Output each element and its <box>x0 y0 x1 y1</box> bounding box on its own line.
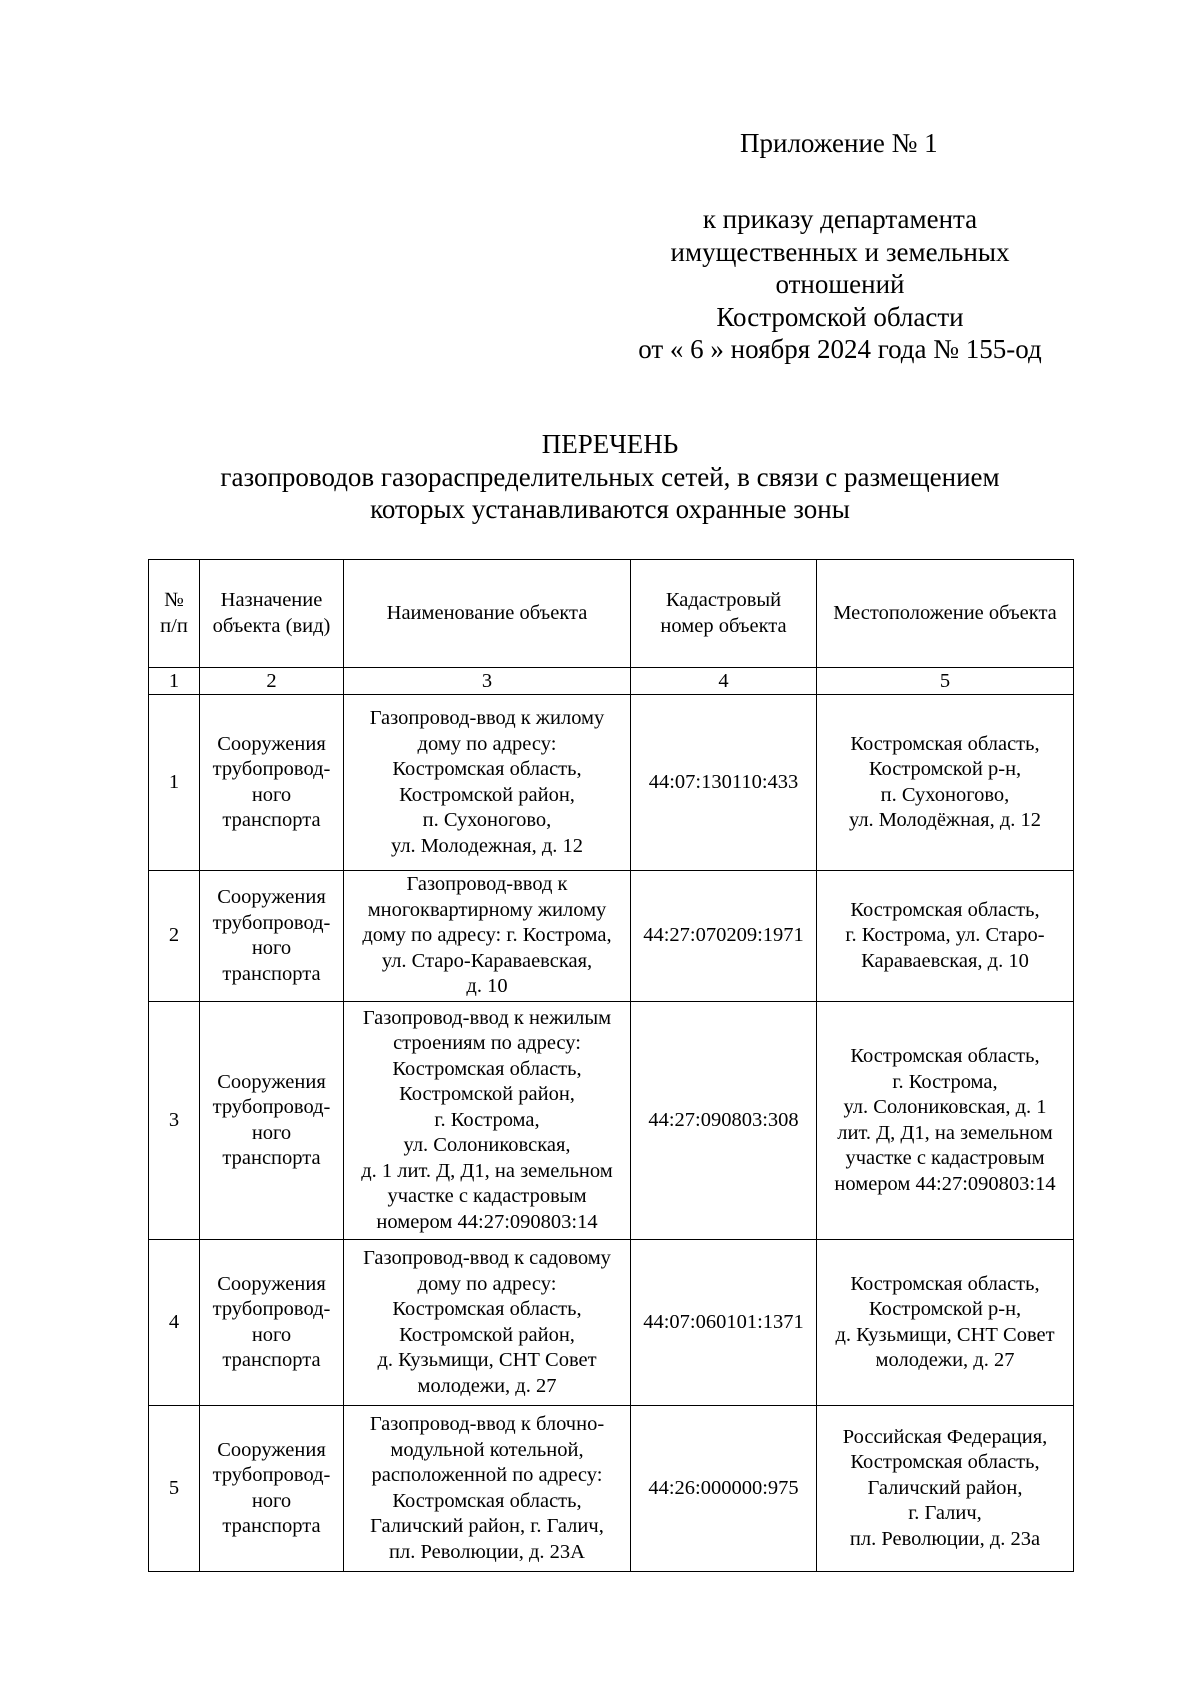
cell-line: Газопровод-ввод к жилому <box>369 707 605 729</box>
cell-line: ул. Старо-Караваевская, <box>381 949 593 972</box>
object-name <box>344 695 631 871</box>
cell-line: транспорта <box>222 1515 321 1537</box>
cadastral-number: 44:27:090803:308 <box>631 1002 817 1240</box>
object-purpose <box>200 871 344 1002</box>
cell-line: номером 44:27:090803:14 <box>834 1172 1056 1195</box>
cell-line: д. Кузьмищи, СНТ Совет <box>377 1349 597 1371</box>
object-purpose <box>200 695 344 871</box>
table-row <box>149 1240 1074 1406</box>
cell-line: Галичский район, <box>867 1476 1023 1499</box>
cell-line: № <box>164 589 184 611</box>
cell-line: Костромская область, <box>850 1451 1040 1474</box>
row-number: 5 <box>149 1406 200 1572</box>
order-reference <box>620 203 1060 366</box>
cell-line: трубопровод- <box>212 1464 331 1486</box>
cell-line: Сооружения <box>217 732 326 755</box>
cell-line: Российская Федерация, <box>842 1425 1048 1448</box>
header-num <box>149 560 200 668</box>
cell-line: трубопровод- <box>212 1298 331 1320</box>
cell-line: Назначение <box>220 589 323 611</box>
appendix-title: Приложение № 1 <box>740 128 938 158</box>
header-name <box>344 560 631 668</box>
cell-line: участке с кадастровым <box>387 1185 587 1208</box>
cadastral-number: 44:07:130110:433 <box>631 695 817 871</box>
order-reference-line: имущественных и земельных <box>670 236 1010 267</box>
header-location <box>817 560 1074 668</box>
cell-line: Костромская область, <box>392 1298 582 1320</box>
cell-line: Сооружения <box>217 1070 326 1093</box>
cell-line: Костромская область, <box>392 1057 582 1080</box>
cell-line: д. 10 <box>466 975 508 998</box>
cell-line: Костромской район, <box>399 1083 575 1106</box>
cell-line: г. Кострома, <box>892 1070 998 1093</box>
cell-line: модульной котельной, <box>390 1438 584 1461</box>
gas-pipeline-table <box>148 559 1074 1572</box>
cell-line: г. Галич, <box>908 1502 982 1525</box>
order-reference-line: от « 6 » ноября 2024 года № 155-од <box>638 334 1042 364</box>
cell-line: Сооружения <box>217 1438 326 1461</box>
cell-line: ного <box>251 937 292 959</box>
row-number: 2 <box>149 871 200 1002</box>
cell-line: Кадастровый <box>665 589 782 611</box>
cell-line: г. Кострома, <box>434 1108 540 1131</box>
cell-line: строениям по адресу: <box>393 1032 581 1055</box>
row-number: 4 <box>149 1240 200 1406</box>
cell-line: Местоположение объекта <box>833 601 1057 624</box>
cell-line: объекта (вид) <box>212 614 331 637</box>
cell-line: трубопровод- <box>212 758 331 780</box>
object-purpose <box>200 1240 344 1406</box>
cell-line: Костромская область, <box>850 898 1040 921</box>
cadastral-number: 44:07:060101:1371 <box>631 1240 817 1406</box>
heading-subtitle-line: газопроводов газораспределительных сетей, в связи с размещением <box>220 461 1000 492</box>
object-location <box>817 1406 1074 1572</box>
cadastral-number: 44:27:070209:1971 <box>631 871 817 1002</box>
cell-line: участке с кадастровым <box>845 1147 1045 1169</box>
cell-line: дому по адресу: <box>417 732 557 755</box>
cell-line: ул. Молодежная, д. 12 <box>390 834 584 857</box>
cell-line: Сооружения <box>217 1272 326 1295</box>
cell-line: Костромской р-н, <box>868 758 1022 780</box>
cell-line: Галичский район, г. Галич, <box>370 1515 604 1537</box>
column-number: 4 <box>631 668 817 695</box>
cell-line: Костромская область, <box>850 1045 1040 1067</box>
cell-line: расположенной по адресу: <box>371 1464 603 1486</box>
table-row <box>149 1406 1074 1572</box>
cell-line: Костромской район, <box>399 783 575 806</box>
cell-line: ул. Солониковская, <box>403 1134 571 1157</box>
cell-line: многоквартирному жилому <box>367 898 607 921</box>
cell-line: Костромской район, <box>399 1323 575 1346</box>
row-number: 1 <box>149 695 200 871</box>
object-location <box>817 695 1074 871</box>
table-row <box>149 1002 1074 1240</box>
cell-line: лит. Д, Д1, на земельном <box>837 1121 1053 1144</box>
object-purpose <box>200 1002 344 1240</box>
cell-line: Костромская область, <box>392 758 582 780</box>
object-name <box>344 871 631 1002</box>
cell-line: ного <box>251 1489 292 1512</box>
heading-subtitle-line: которых устанавливаются охранные зоны <box>370 494 850 524</box>
cell-line: дому по адресу: г. Кострома, <box>362 924 612 947</box>
order-reference-line: к приказу департамента <box>702 204 978 234</box>
cell-line: транспорта <box>222 1147 321 1169</box>
cell-line: пл. Революции, д. 23а <box>849 1527 1041 1550</box>
cell-line: Сооружения <box>217 886 326 908</box>
cell-line: г. Кострома, ул. Старо- <box>845 924 1045 947</box>
object-location <box>817 1002 1074 1240</box>
object-location <box>817 1240 1074 1406</box>
table-header-row <box>149 560 1074 668</box>
cell-line: транспорта <box>222 962 321 985</box>
cell-line: Газопровод-ввод к нежилым <box>362 1006 612 1029</box>
cell-line: номером 44:27:090803:14 <box>376 1210 598 1233</box>
object-name <box>344 1240 631 1406</box>
document-heading <box>130 428 1090 526</box>
cell-line: Газопровод-ввод к <box>406 873 568 896</box>
object-name <box>344 1406 631 1572</box>
cell-line: Костромская область, <box>392 1489 582 1512</box>
row-number: 3 <box>149 1002 200 1240</box>
object-purpose <box>200 1406 344 1572</box>
table-row <box>149 695 1074 871</box>
cell-line: трубопровод- <box>212 911 331 934</box>
order-reference-line: Костромской области <box>716 301 964 332</box>
cell-line: ного <box>251 1323 292 1346</box>
cell-line: Газопровод-ввод к блочно- <box>369 1413 605 1435</box>
column-number: 1 <box>149 668 200 695</box>
cell-line: д. 1 лит. Д, Д1, на земельном <box>361 1159 613 1182</box>
column-number-row <box>149 668 1074 695</box>
order-reference-line: отношений <box>775 269 905 299</box>
cell-line: ного <box>251 783 292 806</box>
cell-line: ул. Солониковская, д. 1 <box>843 1096 1047 1118</box>
cell-line: Костромской р-н, <box>868 1298 1022 1320</box>
cell-line: ул. Молодёжная, д. 12 <box>848 809 1042 831</box>
cell-line: молодежи, д. 27 <box>417 1374 557 1397</box>
cell-line: транспорта <box>222 809 321 831</box>
cell-line: Наименование объекта <box>386 601 588 624</box>
cell-line: молодежи, д. 27 <box>875 1349 1015 1371</box>
header-purpose <box>200 560 344 668</box>
column-number: 3 <box>344 668 631 695</box>
cell-line: Костромская область, <box>850 732 1040 755</box>
cell-line: Газопровод-ввод к садовому <box>363 1247 611 1269</box>
cell-line: п. Сухоногово, <box>422 809 552 831</box>
cell-line: п. Сухоногово, <box>880 783 1010 806</box>
cell-line: дому по адресу: <box>417 1272 557 1295</box>
table-row <box>149 871 1074 1002</box>
cell-line: Караваевская, д. 10 <box>861 949 1029 972</box>
cell-line: трубопровод- <box>212 1096 331 1118</box>
cadastral-number: 44:26:000000:975 <box>631 1406 817 1572</box>
header-cadastral <box>631 560 817 668</box>
cell-line: Костромская область, <box>850 1272 1040 1295</box>
object-name <box>344 1002 631 1240</box>
cell-line: пл. Революции, д. 23А <box>389 1540 585 1563</box>
heading-title: ПЕРЕЧЕНЬ <box>541 429 679 459</box>
cell-line: ного <box>251 1121 292 1144</box>
cell-line: номер объекта <box>660 614 787 637</box>
cell-line: п/п <box>160 614 188 637</box>
column-number: 5 <box>817 668 1074 695</box>
cell-line: д. Кузьмищи, СНТ Совет <box>835 1323 1055 1346</box>
cell-line: транспорта <box>222 1349 321 1371</box>
object-location <box>817 871 1074 1002</box>
column-number: 2 <box>200 668 344 695</box>
